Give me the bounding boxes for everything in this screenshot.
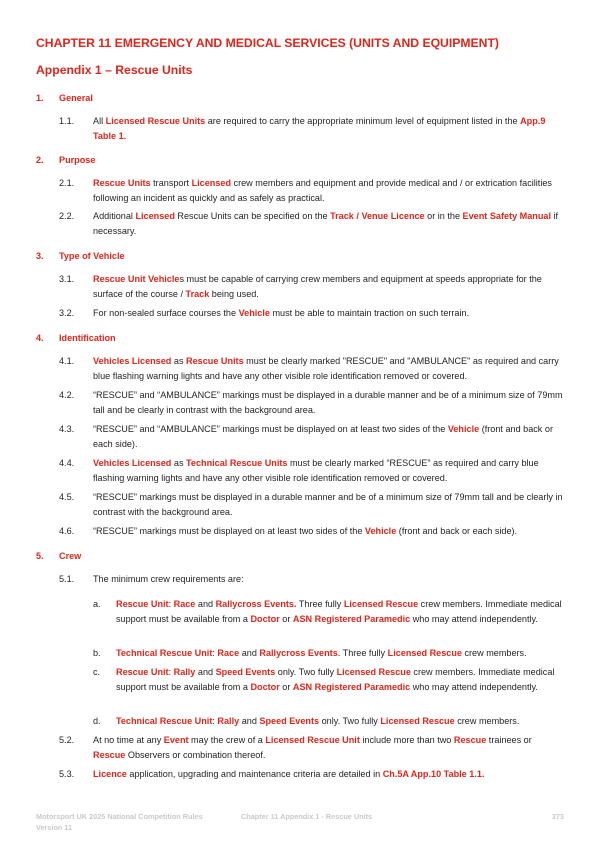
clause-4-6: 4.6. “RESCUE” markings must be displayed on at least two sides of the Vehicle (front and back or each side). (59, 526, 518, 536)
section-heading-identification: 4. Identification (36, 333, 116, 343)
appendix-title: Appendix 1 – Rescue Units (36, 63, 193, 77)
clause-3-2: 3.2. For non-sealed surface courses the Vehicle must be able to maintain traction on such terrain. (59, 308, 470, 318)
footer-section: Chapter 11 Appendix 1 - Rescue Units (241, 812, 373, 821)
clause-4-4: 4.4. Vehicles Licensed as Technical Rescue Units must be clearly marked “RESCUE” as required and carry blue flashing warning lights and have any other visible role identification removed or covered. (59, 458, 539, 483)
footer-publication: Motorsport UK 2025 National Competition Rules (36, 812, 203, 821)
clause-3-1: 3.1. Rescue Unit Vehicles must be capable of carrying crew members and equipment at speeds appropriate for the surface of the course / Track being used. (59, 274, 542, 299)
clause-4-2: 4.2. “RESCUE” and “AMBULANCE” markings must be displayed in a durable manner and be of a minimum size of 79mm tall and be clearly in contrast with the background area. (59, 390, 563, 415)
clause-4-5: 4.5. “RESCUE” markings must be displayed in a durable manner and be of a minimum size of 79mm tall and be clearly in contrast with the background area. (59, 492, 563, 517)
clause-4-1: 4.1. Vehicles Licensed as Rescue Units must be clearly marked "RESCUE" and "AMBULANCE" as required and carry blue flashing warning lights and have any other visible role identification removed or covered. (59, 356, 559, 381)
crew-requirement-d: d. Technical Rescue Unit: Rally and Speed Events only. Two fully Licensed Rescue crew members. (93, 716, 520, 726)
chapter-title: CHAPTER 11 EMERGENCY AND MEDICAL SERVICES (UNITS AND EQUIPMENT) (36, 36, 499, 50)
clause-1-1: 1.1. All Licensed Rescue Units are required to carry the appropriate minimum level of equipment listed in the App.9 Table 1. (59, 116, 546, 141)
clause-5-2: 5.2. At no time at any Event may the crew of a Licensed Rescue Unit include more than two Rescue trainees or Rescue Observers or combination thereof. (59, 735, 532, 760)
clause-2-1: 2.1. Rescue Units transport Licensed crew members and equipment and provide medical and / or extrication facilities following an incident as quickly and as safely as practical. (59, 178, 552, 203)
clause-4-3: 4.3. “RESCUE” and “AMBULANCE” markings must be displayed on at least two sides of the Vehicle (front and back or each side). (59, 424, 553, 449)
clause-5-1: 5.1. The minimum crew requirements are: (59, 574, 244, 584)
crew-requirement-b: b. Technical Rescue Unit: Race and Rallycross Events. Three fully Licensed Rescue crew members. (93, 648, 527, 658)
page-number: 373 (551, 812, 564, 821)
crew-requirement-c: c. Rescue Unit: Rally and Speed Events only. Two fully Licensed Rescue crew members. Immediate medical support must be available from a Doctor or ASN Registered Paramedic who may attend independently. (93, 667, 555, 692)
crew-requirement-a: a. Rescue Unit: Race and Rallycross Events. Three fully Licensed Rescue crew members. Immediate medical support must be available from a Doctor or ASN Registered Paramedic who may attend independently. (93, 599, 562, 624)
clause-5-3: 5.3. Licence application, upgrading and maintenance criteria are detailed in Ch.5A App.10 Table 1.1. (59, 769, 485, 779)
section-heading-type-of-vehicle: 3. Type of Vehicle (36, 251, 125, 261)
section-heading-general: 1. General (36, 93, 93, 103)
section-heading-crew: 5. Crew (36, 551, 82, 561)
clause-2-2: 2.2. Additional Licensed Rescue Units can be specified on the Track / Venue Licence or in the Event Safety Manual if necessary. (59, 211, 559, 236)
section-heading-purpose: 2. Purpose (36, 155, 96, 165)
footer-version: Version 11 (36, 823, 73, 832)
